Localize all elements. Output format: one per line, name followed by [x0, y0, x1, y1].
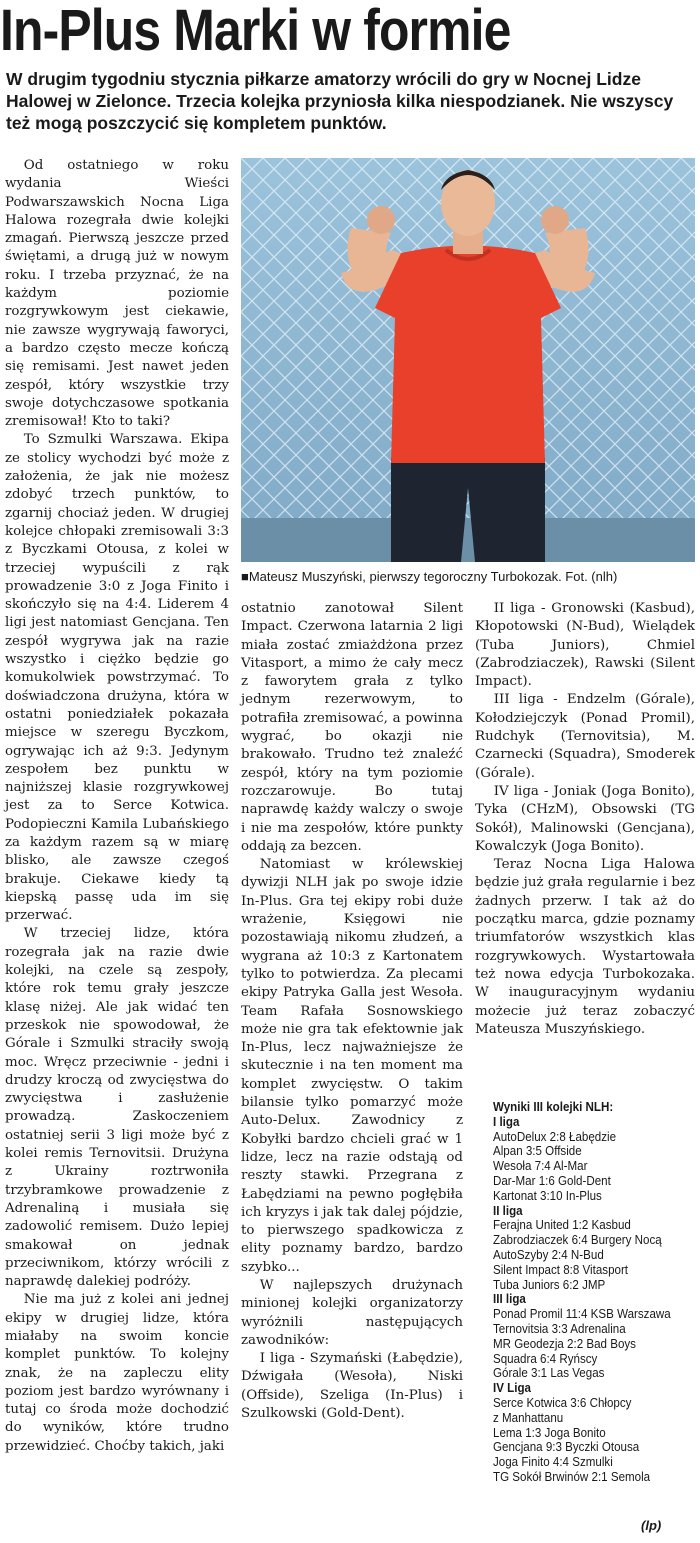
paragraph: Od ostatniego w roku wydania Wieści Podwarszawskich Nocna Liga Halowa rozegrała dwie kolejki zmagań. Pierwszą jeszcze przed świętami, a drugą już w nowym roku. I trzeba przyznać, że na każdym poziomie rozgrywkowym jest ciekawie, nie zawsze wygrywają faworyci, a bardzo często mecze kończą się remisami. Jest nawet jeden zespół, który wszystkie trzy swoje dotychczasowe spotkania zremisował! Kto to taki? — [5, 158, 229, 430]
paragraph: Natomiast w królewskiej dywizji NLH jak po swoje idzie In-Plus. Gra tej ekipy robi duże wrażenie, Księgowi nie pozostawiają nikomu złudzeń, a wygrana aż 10:3 z Kartonatem tylko to potwierdza. Za plecami ekipy Patryka Galla jest Wesoła. Team Rafała Sosnowskiego może nie gra tak efektownie jak In-Plus, lecz najważniejsze że skutecznie i na ten moment ma komplet zwycięstw. O takim bilansie tylko pomarzyć może Auto-Delux. Zawodnicy z Kobyłki bardzo chcieli grać w 1 lidze, lecz na razie odstają od reszty stawki. Przegrana z Łabędziami na pewno pogłębiła ich kryzys i jak tak dalej pójdzie, to pierwszego spadkowicza z elity poznamy bardzo, bardzo szybko... — [241, 857, 463, 1275]
result-row: Silent Impact 8:8 Vitasport — [493, 1262, 629, 1277]
result-row: Serce Kotwica 3:6 Chłopcy — [493, 1395, 632, 1410]
league-heading: III liga — [493, 1292, 526, 1307]
results-title: Wyniki III kolejki NLH: — [493, 1100, 614, 1114]
paragraph: II liga - Gronowski (Kasbud), Kłopotowski (N-Bud), Wielądek (Tuba Juniors), Chmiel (Zabrodziaczek), Rawski (Silent Impact). — [475, 601, 695, 690]
paragraph: To Szmulki Warszawa. Ekipa ze stolicy wychodzi być może z założenia, że jak nie możesz zdobyć trzech punktów, to zgarnij chociaż jeden. W drugiej kolejce chłopaki zremisowali 3:3 z Byczkami Otousa, z kolei w trzeciej wypuścili z rąk prowadzenie 3:0 z Joga Finito i skończyło się na 4:4. Liderem 4 ligi jest natomiast Gencjana. Ten zespół wygrywa jak na razie wszystko i ciężko będzie go komukolwiek powstrzymać. To doświadczona drużyna, która w ostatni poniedziałek pokazała miejsce w szeregu Byczkom, ogrywając ich aż 9:3. Jedynym zespołem bez punktu w najniższej klasie rozgrywkowej jest za to Serce Kotwica. Podopieczni Kamila Lubańskiego za każdym razem są w miarę blisko, ale zawsze czegoś brakuje. Ciekawe kiedy tą kiepską passę uda im się przerwać. — [5, 432, 229, 924]
paragraph: Teraz Nocna Liga Halowa będzie już grała regularnie i bez żadnych przerw. I tak aż do początku marca, gdzie poznamy triumfatorów wszystkich klas rozgrywkowych. Wystartowała też nowa edycja Turbokozaka. W inauguracyjnym wydaniu możecie już teraz zobaczyć Mateusza Muszyńskiego. — [475, 857, 695, 1037]
result-row: z Manhattanu — [493, 1410, 564, 1425]
result-row: Ternovitsia 3:3 Adrenalina — [493, 1321, 626, 1336]
result-row: Gencjana 9:3 Byczki Otousa — [493, 1440, 640, 1455]
result-row: Dar-Mar 1:6 Gold-Dent — [493, 1173, 611, 1188]
player-photo — [241, 158, 695, 562]
league-heading: II liga — [493, 1203, 523, 1218]
result-row: Alpan 3:5 Offside — [493, 1144, 582, 1159]
result-row: Ferajna United 1:2 Kasbud — [493, 1218, 631, 1233]
result-row: Lema 1:3 Joga Bonito — [493, 1425, 606, 1440]
paragraph: III liga - Endzelm (Górale), Kołodziejczyk (Ponad Promil), Rudchyk (Ternovitsia), M. Czarnecki (Squadra), Smoderek (Górale). — [475, 692, 695, 781]
lead-paragraph: W drugim tygodniu stycznia piłkarze amatorzy wrócili do gry w Nocnej Lidze Halowej w Zielonce. Trzecia kolejka przyniosła kilka niespodzianek. Nie wszyscy też mogą poszczycić się kompletem punktów. — [6, 69, 674, 133]
author-signature: (lp) — [641, 1518, 662, 1533]
result-row: Górale 3:1 Las Vegas — [493, 1366, 605, 1381]
article-column-2 — [241, 600, 463, 1423]
result-row: Ponad Promil 11:4 KSB Warszawa — [493, 1307, 671, 1322]
result-row: Tuba Juniors 6:2 JMP — [493, 1277, 606, 1292]
article-column-1 — [5, 157, 229, 1456]
league-heading: I liga — [493, 1114, 520, 1129]
paragraph: I liga - Szymański (Łabędzie), Dźwigała (Wesoła), Niski (Offside), Szeliga (In-Plus) i Szulkowski (Gold-Dent). — [241, 1351, 463, 1422]
result-row: AutoDelux 2:8 Łabędzie — [493, 1129, 617, 1144]
paragraph: W trzeciej lidze, która rozegrała jak na razie dwie kolejki, na czele są zespoły, które rok temu grały jeszcze klasę niżej. Ale jak widać ten przeskok nie spowodował, że Górale i Szmulki straciły swoją moc. Wręcz przeciwnie - jedni i drudzy kroczą od zwycięstwa do zwycięstwa i zasłużenie prowadzą. Zaskoczeniem ostatniej serii 3 ligi może być z kolei remis Ternovitsii. Drużyna z Ukrainy roztrwoniła trzybramkowe prowadzenie z Adrenaliną i musiała się zadowolić remisem. Dużo lepiej smakował on jednak przeciwnikom, którzy wrócili z naprawdę dalekiej podróży. — [5, 926, 229, 1290]
result-row: Squadra 6:4 Ryńscy — [493, 1351, 598, 1366]
result-row: Wesoła 7:4 Al-Mar — [493, 1159, 588, 1174]
photo-caption: ■Mateusz Muszyński, pierwszy tegoroczny Turbokozak. Fot. (nlh) — [241, 569, 618, 584]
result-row: Joga Finito 4:4 Szmulki — [493, 1455, 613, 1470]
player-photo-illustration — [241, 158, 695, 562]
result-row: AutoSzyby 2:4 N-Bud — [493, 1247, 604, 1262]
results-box — [493, 1100, 693, 1485]
paragraph: W najlepszych drużynach minionej kolejki organizatorzy wyróżnili następujących zawodników: — [241, 1277, 463, 1348]
article-column-3 — [475, 600, 695, 1039]
result-row: Zabrodziaczek 6:4 Burgery Nocą — [493, 1233, 662, 1248]
league-heading: IV Liga — [493, 1381, 531, 1396]
paragraph: Nie ma już z kolei ani jednej ekipy w drugiej lidze, która miałaby na swoim koncie komplet punktów. To kolejny znak, że na zapleczu elity poziom jest bardzo wyrównany i tutaj co środa może dochodzić do wyników, które trudno przewidzieć. Choćby takich, jaki — [5, 1292, 229, 1454]
result-row: Kartonat 3:10 In-Plus — [493, 1188, 602, 1203]
headline: In-Plus Marki w formie — [0, 0, 511, 63]
paragraph: ostatnio zanotował Silent Impact. Czerwona latarnia 2 ligi miała zostać zmiażdżona przez Vitasport, a mimo że cały mecz z faworytem grała z tylko jednym rezerwowym, to potrafiła zremisować, a powinna wygrać, bo okazji nie brakowało. Trudno też znaleźć zespół, który na tym poziomie rozczarowuje. Bo tutaj naprawdę każdy walczy o swoje i nie ma zespołów, które punkty oddają za bezcen. — [241, 601, 463, 854]
result-row: MR Geodezja 2:2 Bad Boys — [493, 1336, 636, 1351]
paragraph: IV liga - Joniak (Joga Bonito), Tyka (CHzM), Obsowski (TG Sokół), Malinowski (Gencjana), Kowalczyk (Joga Bonito). — [475, 783, 695, 854]
result-row: TG Sokół Brwinów 2:1 Semola — [493, 1469, 651, 1484]
